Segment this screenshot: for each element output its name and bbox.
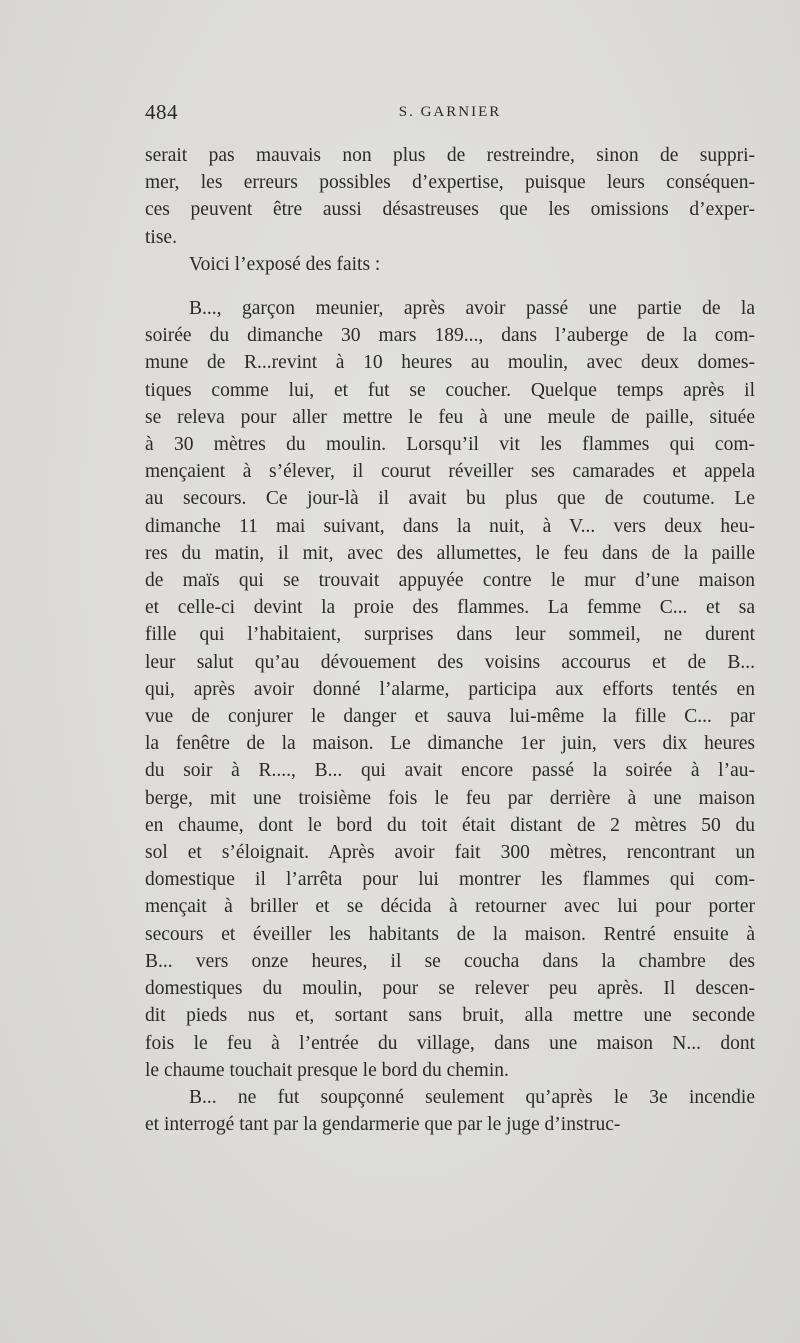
text-line: soirée du dimanche 30 mars 189..., dans l’auberge de la com- bbox=[145, 325, 755, 347]
text-line: domestique il l’arrêta pour lui montrer les flammes qui com- bbox=[145, 869, 755, 891]
text-line: de maïs qui se trouvait appuyée contre le mur d’une maison bbox=[145, 570, 755, 592]
text-line: secours et éveiller les habitants de la maison. Rentré ensuite à bbox=[145, 923, 755, 945]
text-line: vue de conjurer le danger et sauva lui-même la fille C... par bbox=[145, 706, 755, 728]
running-head: S. GARNIER bbox=[398, 104, 502, 120]
text-line: mençait à briller et se décida à retourner avec lui pour porter bbox=[145, 896, 755, 918]
text-line: serait pas mauvais non plus de restreindre, sinon de suppri- bbox=[145, 145, 755, 166]
text-line: en chaume, dont le bord du toit était distant de 2 mètres 50 du bbox=[145, 814, 755, 836]
text-line: ces peuvent être aussi désastreuses que les omissions d’exper- bbox=[145, 199, 755, 221]
text-line: et interrogé tant par la gendarmerie que par le juge d’instruc- bbox=[145, 1114, 621, 1136]
text-line: Voici l’exposé des faits : bbox=[189, 253, 381, 275]
page-number: 484 bbox=[145, 100, 178, 124]
text-line: leur salut qu’au dévouement des voisins accourus et de B... bbox=[145, 651, 755, 673]
text-line: fois le feu à l’entrée du village, dans une maison N... dont bbox=[145, 1032, 755, 1054]
text-line: le chaume touchait presque le bord du chemin. bbox=[145, 1059, 509, 1081]
text-line: B... ne fut soupçonné seulement qu’après le 3e incendie bbox=[189, 1086, 755, 1108]
body-text bbox=[145, 142, 755, 1138]
text-line: mune de R...revint à 10 heures au moulin, avec deux domes- bbox=[145, 352, 755, 374]
text-line: B... vers onze heures, il se coucha dans la chambre des bbox=[145, 950, 755, 972]
text-line: tise. bbox=[145, 226, 177, 248]
text-line: mençaient à s’élever, il courut réveiller ses camarades et appela bbox=[145, 461, 755, 483]
text-line: du soir à R...., B... qui avait encore passé la soirée à l’au- bbox=[145, 760, 755, 782]
text-line: tiques comme lui, et fut se coucher. Quelque temps après il bbox=[145, 379, 755, 401]
text-line: domestiques du moulin, pour se relever peu après. Il descen- bbox=[145, 978, 755, 1000]
text-line: res du matin, il mit, avec des allumettes, le feu dans de la paille bbox=[145, 542, 755, 564]
page-header bbox=[145, 100, 755, 130]
text-line: B..., garçon meunier, après avoir passé une partie de la bbox=[189, 298, 755, 320]
text-line: mer, les erreurs possibles d’expertise, puisque leurs conséquen- bbox=[145, 172, 755, 194]
text-line: berge, mit une troisième fois le feu par derrière à une maison bbox=[145, 787, 755, 809]
text-line: dit pieds nus et, sortant sans bruit, alla mettre une seconde bbox=[145, 1005, 755, 1027]
text-line: se releva pour aller mettre le feu à une meule de paille, située bbox=[145, 406, 755, 428]
text-line: à 30 mètres du moulin. Lorsqu’il vit les flammes qui com- bbox=[145, 434, 755, 456]
text-line: au secours. Ce jour-là il avait bu plus que de coutume. Le bbox=[145, 488, 755, 510]
text-line: sol et s’éloignait. Après avoir fait 300 mètres, rencontrant un bbox=[145, 842, 755, 864]
text-line: dimanche 11 mai suivant, dans la nuit, à V... vers deux heu- bbox=[145, 515, 755, 537]
text-line: qui, après avoir donné l’alarme, participa aux efforts tentés en bbox=[145, 678, 755, 700]
text-line: fille qui l’habitaient, surprises dans leur sommeil, ne durent bbox=[145, 624, 755, 646]
text-line: la fenêtre de la maison. Le dimanche 1er juin, vers dix heures bbox=[145, 733, 755, 755]
text-line: et celle-ci devint la proie des flammes. La femme C... et sa bbox=[145, 597, 755, 619]
